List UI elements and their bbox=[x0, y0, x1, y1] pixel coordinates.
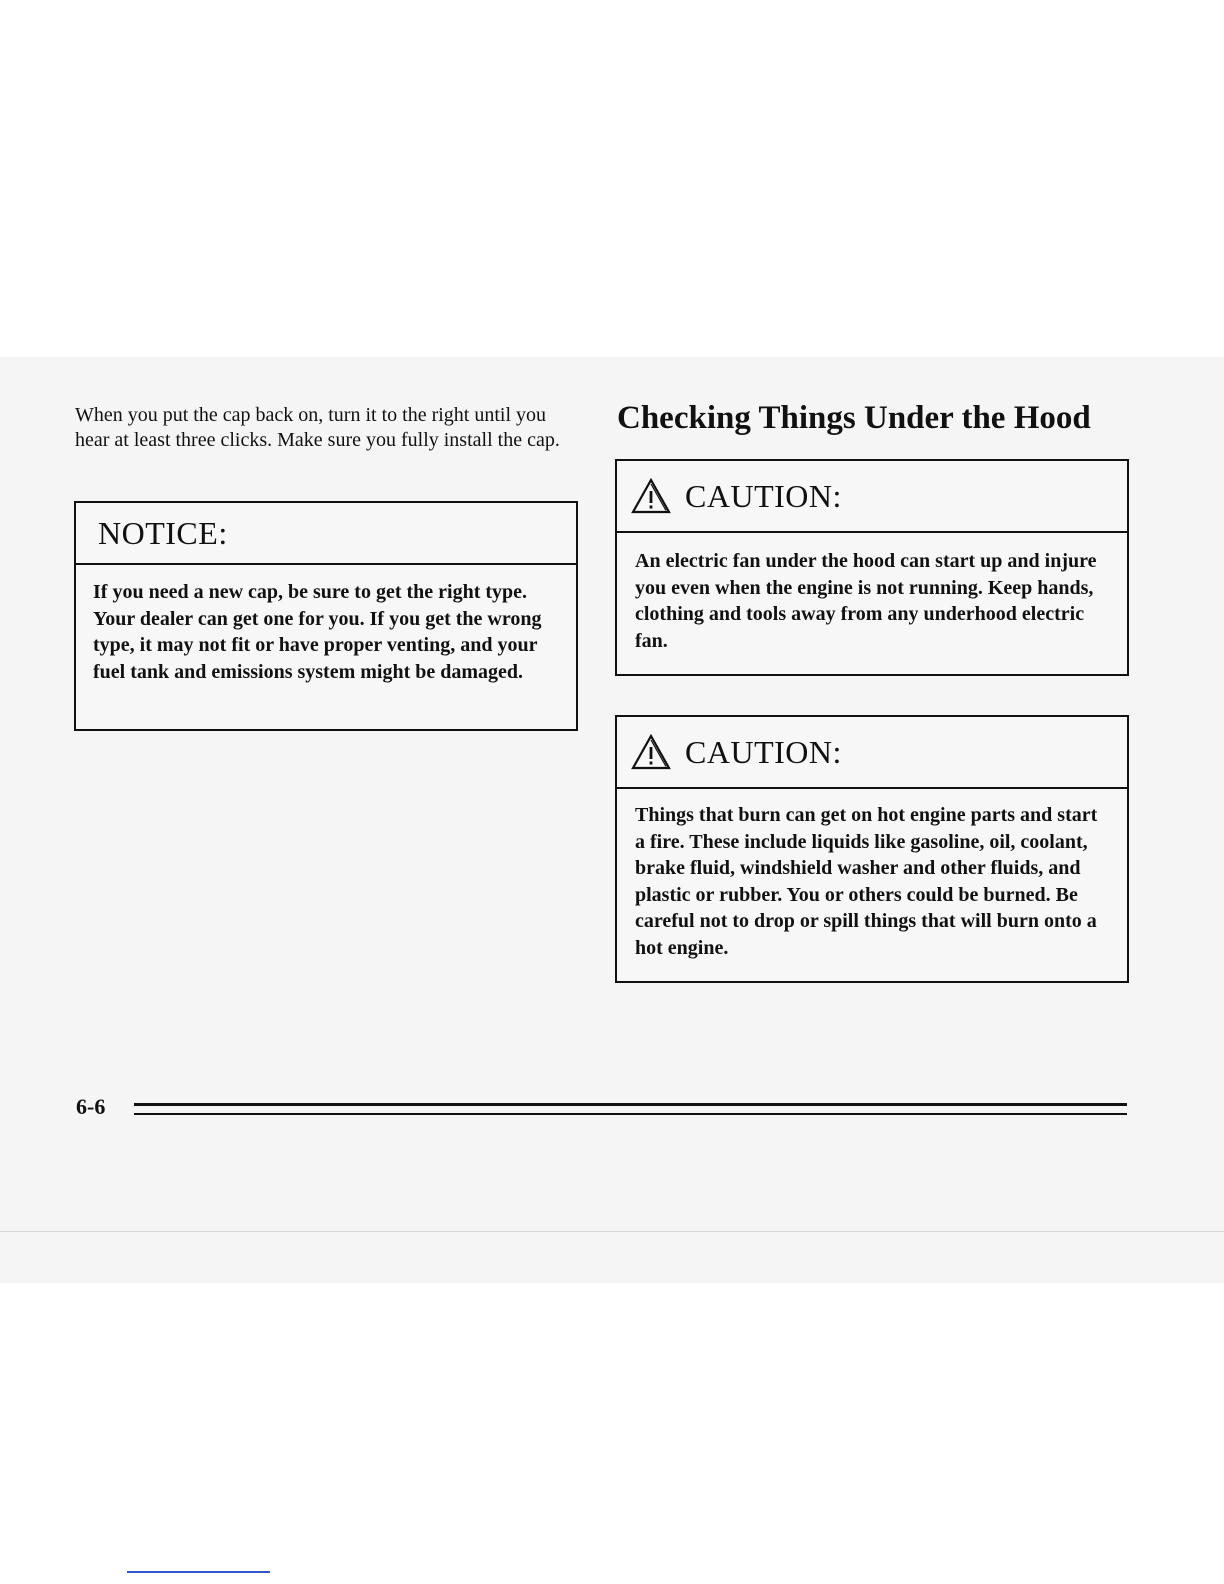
caution-title: CAUTION: bbox=[685, 477, 842, 514]
caution-body: Things that burn can get on hot engine parts and start a fire. These include liquids like gasoline, oil, coolant, brake fluid, windshield washer and other fluids, and plastic or rubber. You or others could be burned. Be careful not to drop or spill things that will burn onto a hot engine. bbox=[635, 804, 1098, 959]
footer-link-underline[interactable] bbox=[127, 1571, 270, 1573]
warning-triangle-icon bbox=[631, 734, 671, 770]
caution-body: An electric fan under the hood can start up and injure you even when the engine is not running. Keep hands, clothing and tools away from any underhood electric fan. bbox=[635, 550, 1097, 652]
notice-body: If you need a new cap, be sure to get the right type. Your dealer can get one for you. If you get the wrong type, it may not fit or have proper venting, and your fuel tank and emissions system might be damaged. bbox=[93, 581, 542, 683]
notice-box bbox=[74, 501, 578, 731]
caution-title: CAUTION: bbox=[685, 733, 842, 770]
page-edge-line bbox=[0, 1231, 1224, 1232]
caution-header bbox=[617, 461, 1127, 533]
section-title: Checking Things Under the Hood bbox=[617, 400, 1091, 436]
intro-paragraph: When you put the cap back on, turn it to the right until you hear at least three clicks. Make sure you fully install the cap. bbox=[75, 404, 560, 451]
footer-rule bbox=[134, 1103, 1127, 1106]
notice-title: NOTICE: bbox=[98, 514, 228, 551]
footer-rule bbox=[134, 1113, 1127, 1115]
page-number: 6-6 bbox=[76, 1094, 106, 1119]
notice-header bbox=[76, 503, 576, 565]
caution-box-fan bbox=[615, 459, 1129, 676]
caution-header bbox=[617, 717, 1127, 789]
caution-box-fire bbox=[615, 715, 1129, 983]
warning-triangle-icon bbox=[631, 478, 671, 514]
